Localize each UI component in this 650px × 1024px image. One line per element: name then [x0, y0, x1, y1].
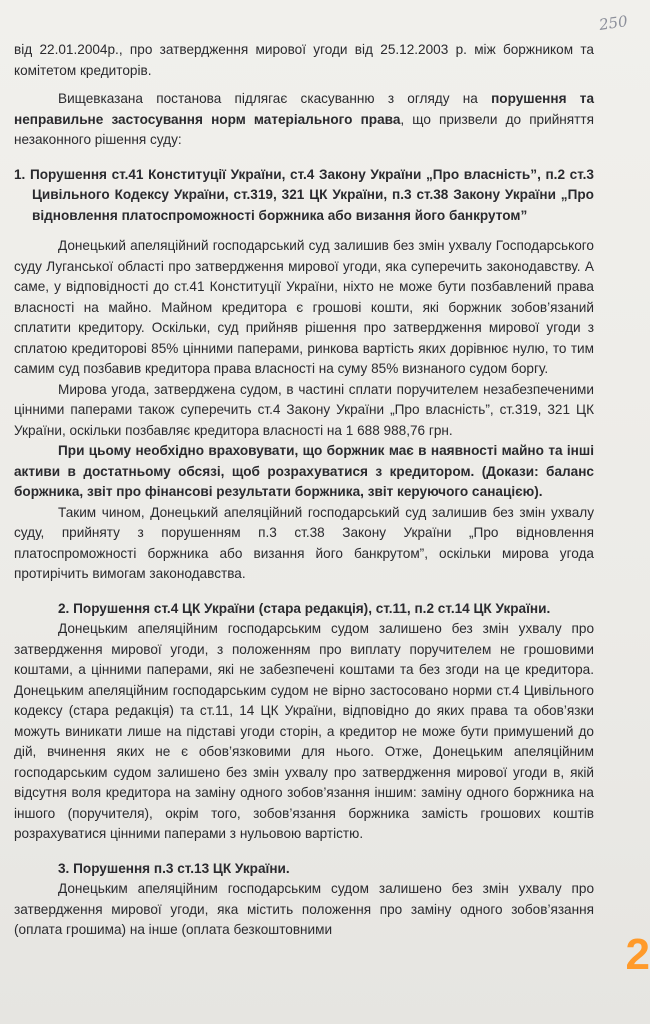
paragraph-section2-body: Донецьким апеляційним господарським судом залишено без змін ухвалу про затвердження мирової угоди, з положенням про виплату поручителем не грошовими коштами, а цінними паперами, які не забезпечені коштами та без згоди на це кредитора. Донецьким апеляційним господарським судом не вірно застосовано норми ст.4 Цивільного кодексу (стара редакція) та ст.11, 14 ЦК України, відповідно до яких права та обов’язки можуть виникати лише на підставі угоди сторін, а кредитор не може бути примушений до дій, вчинення яких не є обов’язковими для нього. Отже, Донецьким апеляційним господарським судом залишено без змін ухвалу про затвердження мирової угоди в, якій відсутня воля кредитора на заміну одного зобов’язання іншим: заміну одного боржника на іншого (поручителя), окрім того, зобов’язання боржника замість грошових коштів розрахуватися цінними паперами з нульовою вартістю.: [14, 621, 594, 841]
paragraph-conclusion: Таким чином, Донецький апеляційний господарський суд залишив без змін ухвалу суду, прийняту з порушенням п.3 ст.38 Закону України „Про відновлення платоспроможності боржника або визання його банкрутом”, оскільки мирова угода протирічить вимогам законодавства.: [14, 504, 594, 581]
paragraph-section1-body: Донецький апеляційний господарський суд залишив без змін ухвалу Господарського суду Луганської області про затвердження мирової угоди, яка суперечить законодавству. А саме, у відповідності до ст.41 Конституції України, ніхто не може бути позбавлений права власності на майно. Майном кредитора є грошові кошти, які боржник зобов’язаний сплатити кредитору. Оскільки, суд прийняв рішення про затвердження мирової угоди з сплатою кредиторові 85% цінними паперами, ринкова вартість яких дорівнює нулю, то тим самим суд позбавив кредитора права власності на суму 85% визнаного судом боргу.: [14, 238, 594, 376]
grounds-text-start: Вищевказана постанова підлягає скасуванню з огляду на: [58, 91, 492, 106]
paragraph-grounds: [14, 89, 594, 151]
paragraph-settlement: Мирова угода, затверджена судом, в частині сплати поручителем незабезпеченими цінними паперами також суперечить ст.4 Закону України „Про власність”, ст.319, 321 ЦК України, оскільки позбавляє кредитора власності на 1 688 988,76 грн.: [14, 381, 594, 438]
handwritten-page-number: 250: [598, 12, 630, 34]
orange-side-mark: 2: [625, 930, 650, 979]
paragraph-section3-body: Донецьким апеляційним господарським судом залишено без змін ухвалу про затвердження мирової угоди, яка містить положення про заміну одного зобов’язання (оплата грошима) на інше (оплата безкоштовними: [14, 881, 594, 937]
section-heading-2: 2. Порушення ст.4 ЦК України (стара редакція), ст.11, п.2 ст.14 ЦК України.: [58, 600, 551, 616]
paragraph-assets-bold: При цьому необхідно враховувати, що боржник має в наявності майно та інші активи в достатньому обсязі, щоб розрахуватися з кредитором. (Докази: баланс боржника, звіт про фінансові результати боржника, звіт керуючого санацією).: [14, 443, 594, 499]
section-heading-1: 1. Порушення ст.41 Конституції України, ст.4 Закону України „Про власність”, п.2 ст.3 Цивільного Кодексу України, ст.319, 321 ЦК України, п.3 ст.38 Закону України „Про відновлення платоспроможності боржника або визання його банкрутом”: [14, 166, 594, 223]
document-body: [14, 40, 594, 941]
grounds-bold-text: порушення та неправильне застосування норм матеріального права: [14, 91, 594, 127]
grounds-text-end: , що призвели до прийняття незаконного рішення суду:: [14, 111, 594, 147]
section-heading-3: 3. Порушення п.3 ст.13 ЦК України.: [58, 860, 290, 876]
paragraph-intro: від 22.01.2004р., про затвердження мирової угоди від 25.12.2003 р. між боржником та комітетом кредиторів.: [14, 42, 594, 78]
